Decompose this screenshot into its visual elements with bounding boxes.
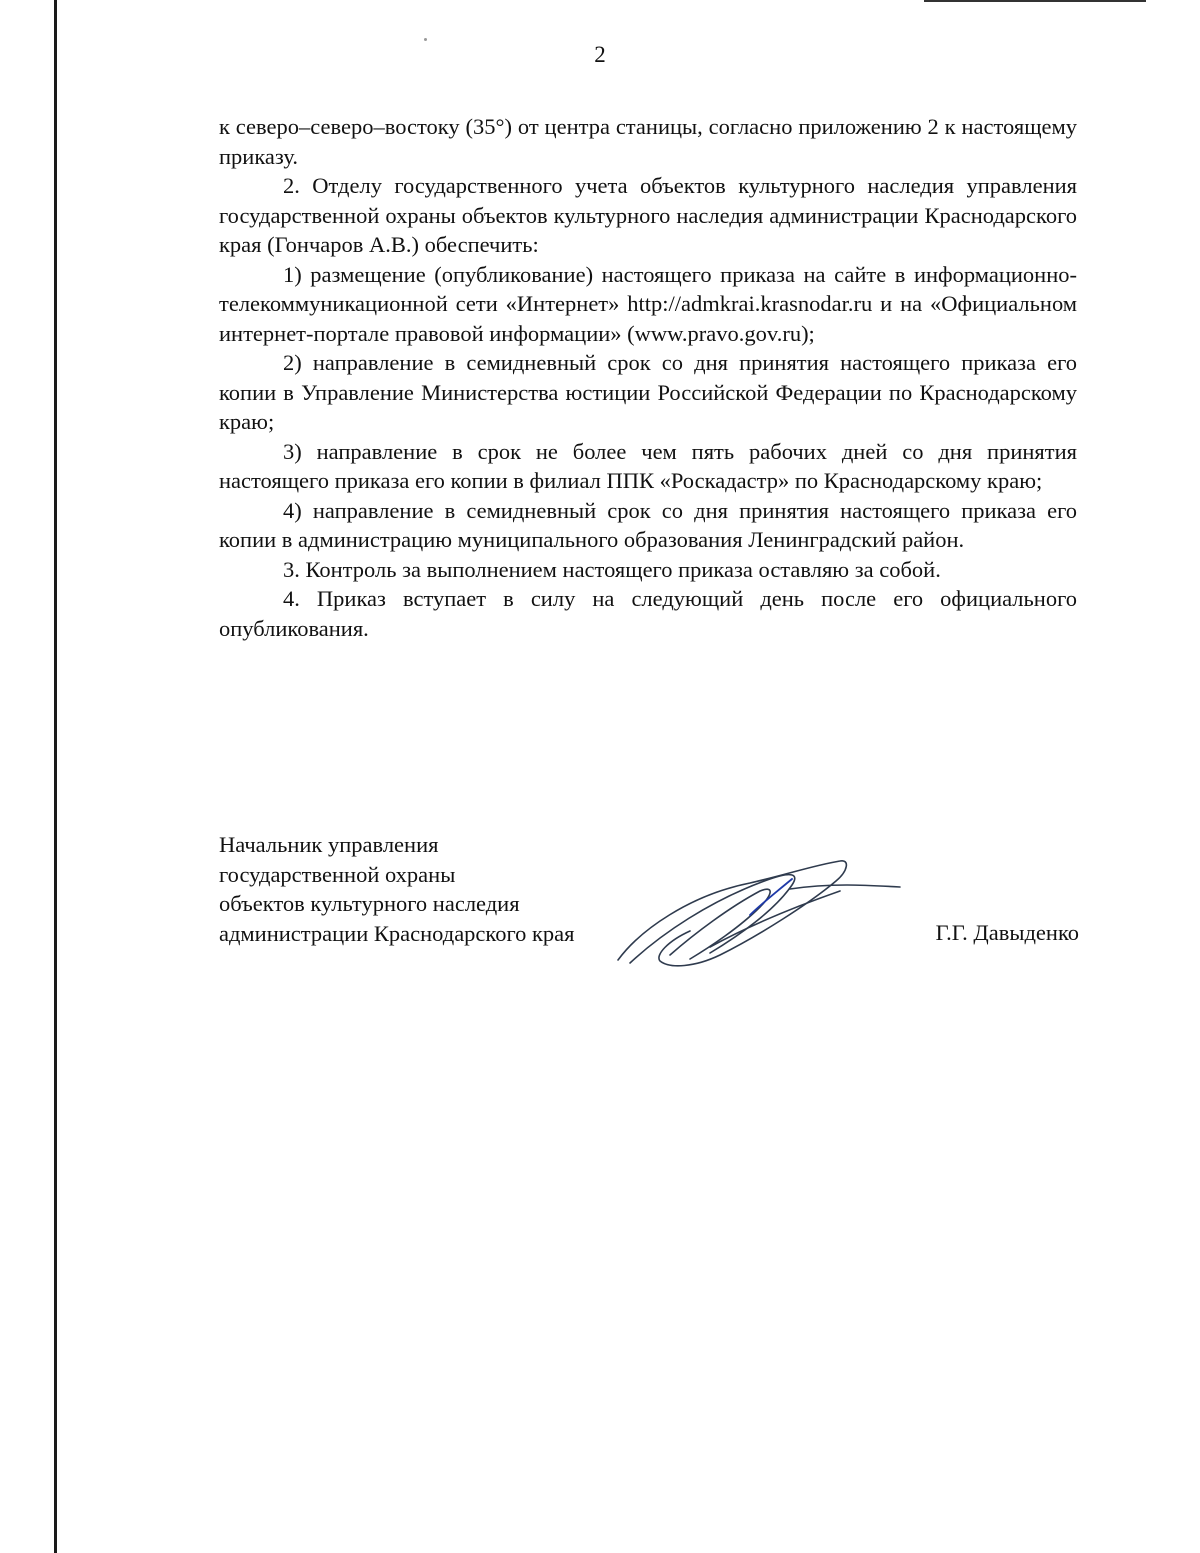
scan-top-edge-mark xyxy=(924,0,1146,2)
signature-stroke xyxy=(710,891,840,947)
paragraph-subitem-3: 3) направление в срок не более чем пять рабочих дней со дня принятия настоящего приказа его копии в филиал ППК «Роскадастр» по Краснодарскому краю; xyxy=(219,438,1077,493)
page-number: 2 xyxy=(594,42,606,67)
signatory-title-line: администрации Краснодарского края xyxy=(219,920,575,946)
signatory-title xyxy=(219,830,575,948)
document-body xyxy=(219,112,1077,643)
paragraph-subitem-4: 4) направление в семидневный срок со дня принятия настоящего приказа его копии в администрацию муниципального образования Ленинградский район. xyxy=(219,497,1077,552)
paragraph-continuation: к северо–северо–востоку (35°) от центра станицы, согласно приложению 2 к настоящему приказу. xyxy=(219,114,1077,169)
signature-stroke xyxy=(790,885,900,889)
paragraph-item-2: 2. Отделу государственного учета объектов культурного наследия управления государственной охраны объектов культурного наследия администрации Краснодарского края (Гончаров А.В.) обеспечить: xyxy=(219,173,1077,257)
signatory-title-line: объектов культурного наследия xyxy=(219,891,520,916)
handwritten-signature xyxy=(600,855,910,975)
signatory-name: Г.Г. Давыденко xyxy=(935,920,1079,945)
signature-stroke xyxy=(618,861,846,966)
paragraph-item-4: 4. Приказ вступает в силу на следующий день после его официального опубликования. xyxy=(219,586,1077,641)
scan-left-edge xyxy=(54,0,57,1553)
signatory-title-line: Начальник управления xyxy=(219,832,439,857)
signatory-title-line: государственной охраны xyxy=(219,861,456,887)
paragraph-subitem-2: 2) направление в семидневный срок со дня принятия настоящего приказа его копии в Управление Министерства юстиции Российской Федерации по Краснодарскому краю; xyxy=(219,350,1077,434)
paragraph-item-3: 3. Контроль за выполнением настоящего приказа оставляю за собой. xyxy=(283,556,941,582)
paragraph-subitem-1: 1) размещение (опубликование) настоящего приказа на сайте в информационно-телекоммуникационной сети «Интернет» http://admkrai.krasnodar.ru и на «Официальном интернет-портале правовой информации» (www.pravo.gov.ru); xyxy=(219,261,1077,346)
